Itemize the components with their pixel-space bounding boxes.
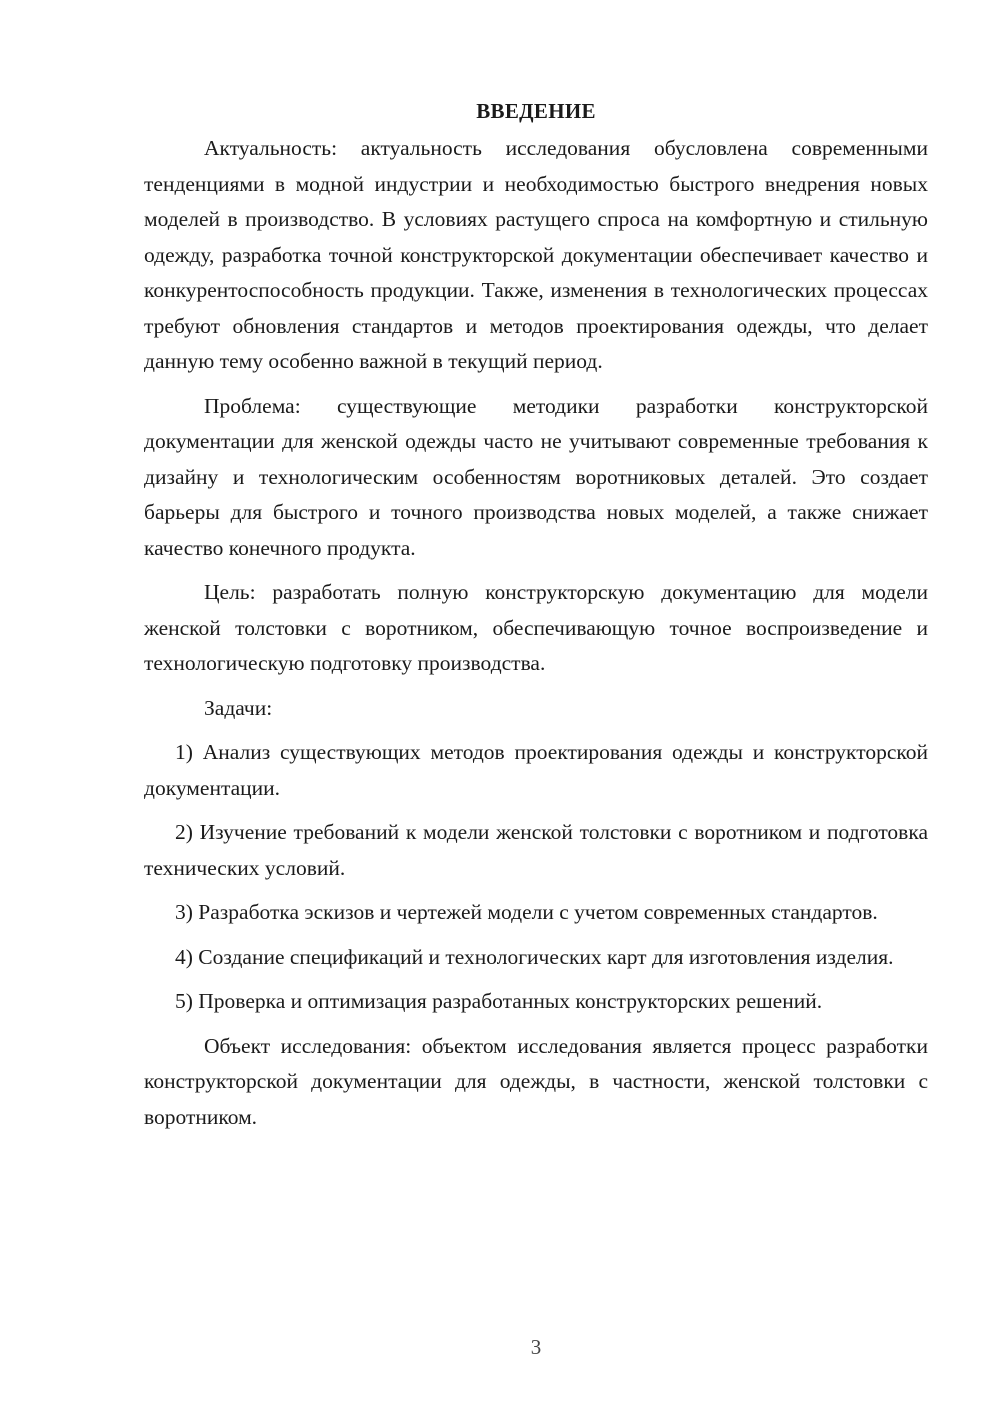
- page-number: 3: [530, 1335, 542, 1359]
- task-item-5: 5) Проверка и оптимизация разработанных конструкторских решений.: [175, 989, 823, 1013]
- task-item-2: 2) Изучение требований к модели женской толстовки с воротником и подготовка технических условий.: [144, 820, 928, 880]
- goal-paragraph: Цель: разработать полную конструкторскую документацию для модели женской толстовки с воротником, обеспечивающую точное воспроизведение и технологическую подготовку производства.: [144, 580, 928, 675]
- task-item-4: 4) Создание спецификаций и технологических карт для изготовления изделия.: [175, 944, 894, 969]
- object-paragraph: Объект исследования: объектом исследования является процесс разработки конструкторской документации для одежды, в частности, женской толстовки с воротником.: [144, 1033, 928, 1129]
- task-item-3: 3) Разработка эскизов и чертежей модели с учетом современных стандартов.: [175, 900, 878, 924]
- document-page: [144, 96, 928, 1144]
- problem-paragraph: Проблема: существующие методики разработки конструкторской документации для женской одежды часто не учитывают современные требования к дизайну и технологическим особенностям воротниковых деталей. Это создает барьеры для быстрого и точного производства новых моделей, а также снижает качество конечного продукта.: [144, 393, 928, 560]
- task-item-1: 1) Анализ существующих методов проектирования одежды и конструкторской документации.: [144, 740, 928, 800]
- tasks-label: Задачи:: [204, 695, 273, 720]
- section-heading: ВВЕДЕНИЕ: [476, 99, 596, 123]
- relevance-paragraph: Актуальность: актуальность исследования обусловлена современными тенденциями в модной индустрии и необходимостью быстрого внедрения новых моделей в производство. В условиях растущего спроса на комфортную и стильную одежду, разработка точной конструкторской документации обеспечивает качество и конкурентоспособность продукции. Также, изменения в технологических процессах требуют обновления стандартов и методов проектирования одежды, что делает данную тему особенно важной в текущий период.: [144, 136, 928, 373]
